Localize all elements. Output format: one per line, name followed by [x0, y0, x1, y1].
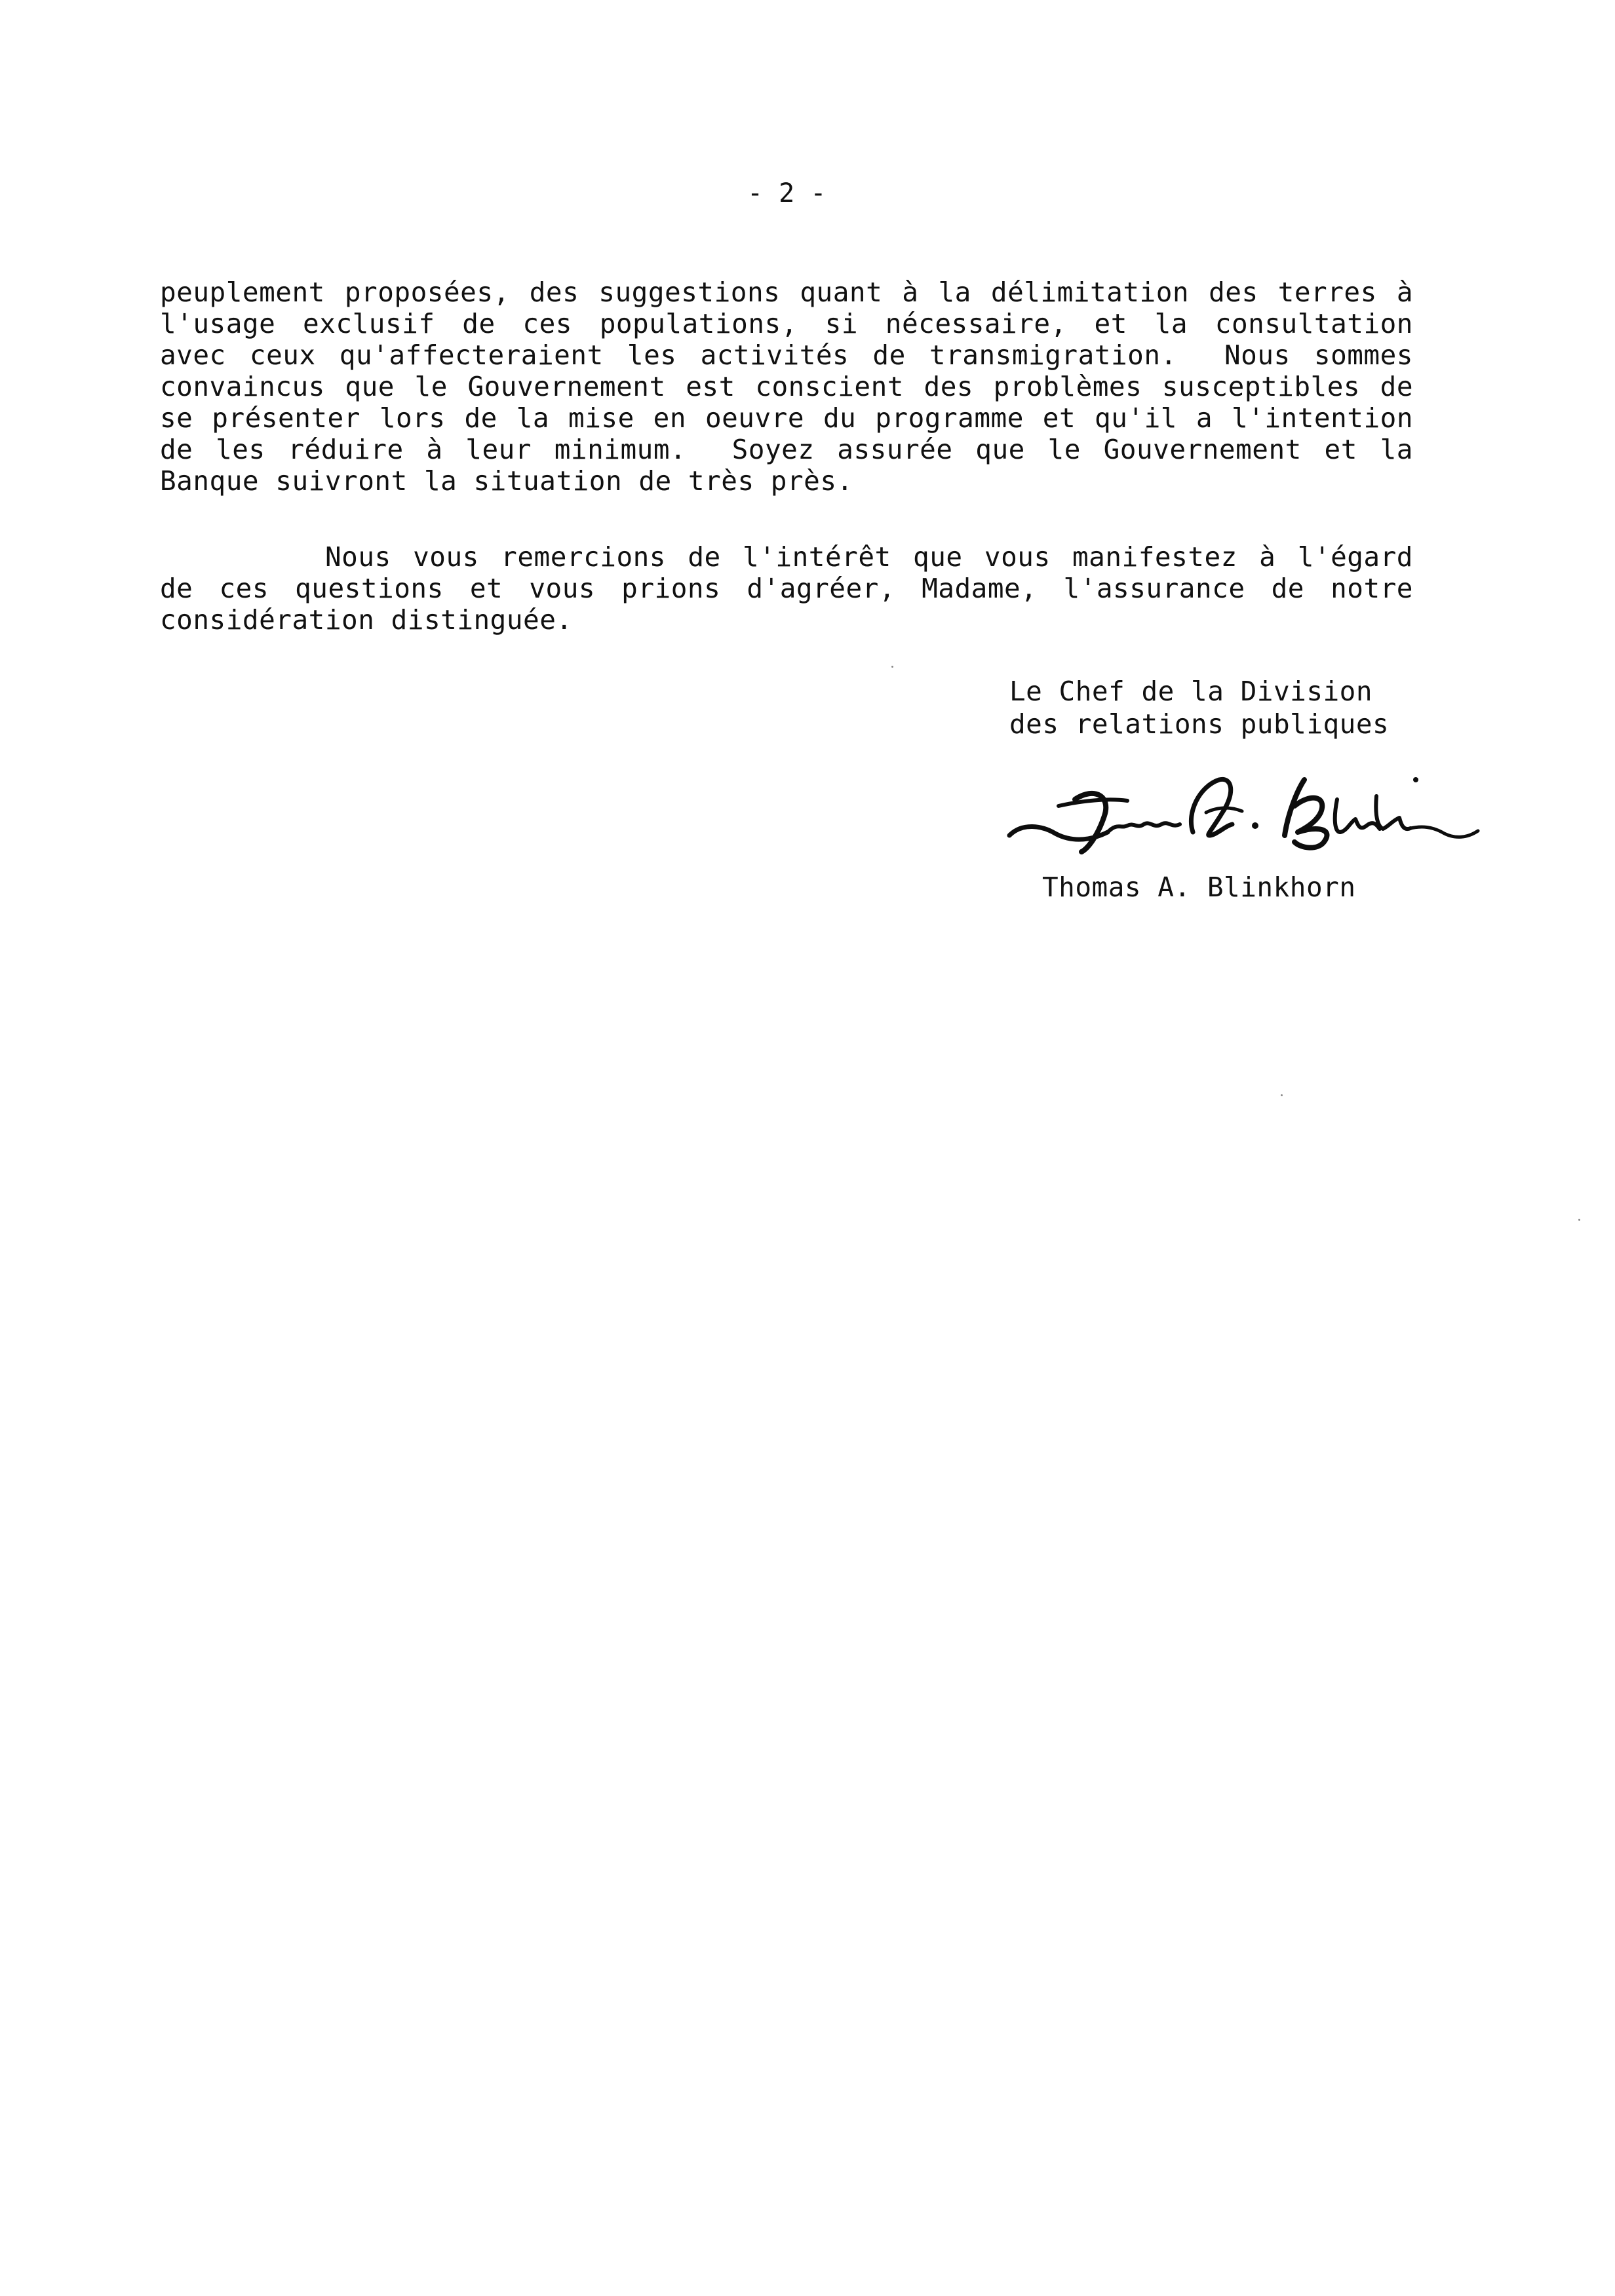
signatory-title [1009, 675, 1389, 740]
scan-speck [891, 666, 893, 668]
signatory-title-line-2: des relations publiques [1009, 708, 1390, 740]
paragraph-line: peuplement proposées, des suggestions quant à la délimitation des terres à [160, 277, 1413, 308]
paragraph-line: considération distinguée. [160, 604, 573, 636]
paragraph-line: de les réduire à leur minimum. Soyez assurée que le Gouvernement et la [160, 434, 1413, 465]
scan-speck [1578, 1219, 1580, 1221]
signatory-title-line-1: Le Chef de la Division [1009, 676, 1373, 707]
paragraph-line: convaincus que le Gouvernement est conscient des problèmes susceptibles de [160, 371, 1413, 402]
handwritten-signature [996, 760, 1481, 865]
page-number: - 2 - [747, 178, 827, 208]
paragraph-line: Nous vous remercions de l'intérêt que vous manifestez à l'égard [325, 541, 1413, 573]
paragraph-line: l'usage exclusif de ces populations, si nécessaire, et la consultation [160, 308, 1413, 339]
paragraph-line: avec ceux qu'affecteraient les activités de transmigration. Nous sommes [160, 339, 1413, 371]
paragraph-line: Banque suivront la situation de très près. [160, 465, 853, 497]
paragraph-line: de ces questions et vous prions d'agréer, Madame, l'assurance de notre [160, 573, 1413, 604]
scan-speck [1281, 1094, 1283, 1096]
letter-paragraph-1 [160, 277, 1413, 497]
letter-paragraph-2 [160, 541, 1413, 636]
paragraph-line: se présenter lors de la mise en oeuvre du programme et qu'il a l'intention [160, 402, 1413, 434]
signer-name: Thomas A. Blinkhorn [1042, 871, 1356, 903]
